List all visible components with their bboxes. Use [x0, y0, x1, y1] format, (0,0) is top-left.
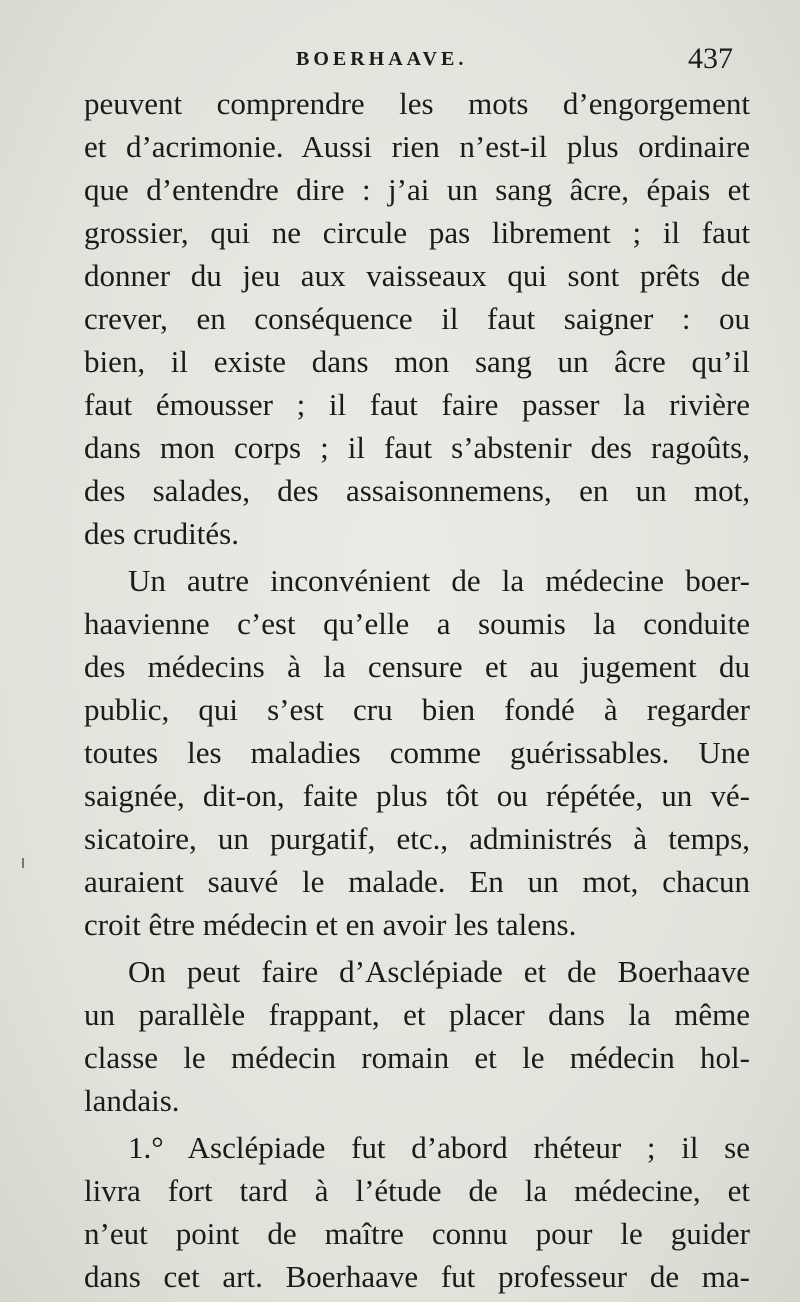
text-line: haavienne c’est qu’elle a soumis la conduite — [84, 606, 750, 641]
text-line: public, qui s’est cru bien fondé à regarder — [84, 692, 750, 727]
text-line: grossier, qui ne circule pas librement ; il faut — [84, 215, 750, 250]
text-line: 1.° Asclépiade fut d’abord rhéteur ; il se — [128, 1130, 750, 1165]
text-line: et d’acrimonie. Aussi rien n’est-il plus ordinaire — [84, 129, 750, 164]
text-line: peuvent comprendre les mots d’engorgement — [84, 86, 750, 121]
paragraph — [84, 82, 750, 555]
page-number: 437 — [688, 42, 733, 75]
paragraph — [84, 1126, 750, 1298]
text-line: donner du jeu aux vaisseaux qui sont prêts de — [84, 258, 750, 293]
margin-mark — [22, 858, 24, 868]
running-head — [0, 42, 800, 82]
paragraph — [84, 559, 750, 946]
text-line: des salades, des assaisonnemens, en un mot, — [84, 473, 750, 508]
text-line: bien, il existe dans mon sang un âcre qu’il — [84, 344, 750, 379]
text-line: saignée, dit-on, faite plus tôt ou répétée, un vé- — [84, 778, 750, 813]
text-line: n’eut point de maître connu pour le guider — [84, 1216, 750, 1251]
paragraph — [84, 950, 750, 1122]
body-text — [84, 82, 750, 1298]
running-title: BOERHAAVE. — [296, 48, 468, 70]
text-line: que d’entendre dire : j’ai un sang âcre, épais et — [84, 172, 750, 207]
text-line: crever, en conséquence il faut saigner : ou — [84, 301, 750, 336]
text-line: croit être médecin et en avoir les talens. — [84, 907, 577, 942]
text-line: un parallèle frappant, et placer dans la même — [84, 997, 750, 1032]
text-line: On peut faire d’Asclépiade et de Boerhaave — [128, 954, 750, 989]
text-line: faut émousser ; il faut faire passer la rivière — [84, 387, 750, 422]
text-line: des crudités. — [84, 516, 239, 551]
text-line: dans cet art. Boerhaave fut professeur de ma- — [84, 1259, 750, 1294]
text-line: des médecins à la censure et au jugement du — [84, 649, 750, 684]
text-line: toutes les maladies comme guérissables. Une — [84, 735, 750, 770]
text-line: sicatoire, un purgatif, etc., administrés à temps, — [84, 821, 750, 856]
text-line: landais. — [84, 1083, 180, 1118]
text-line: auraient sauvé le malade. En un mot, chacun — [84, 864, 750, 899]
text-line: livra fort tard à l’étude de la médecine, et — [84, 1173, 750, 1208]
text-line: dans mon corps ; il faut s’abstenir des ragoûts, — [84, 430, 750, 465]
text-line: classe le médecin romain et le médecin hol- — [84, 1040, 750, 1075]
text-line: Un autre inconvénient de la médecine boer- — [128, 563, 750, 598]
